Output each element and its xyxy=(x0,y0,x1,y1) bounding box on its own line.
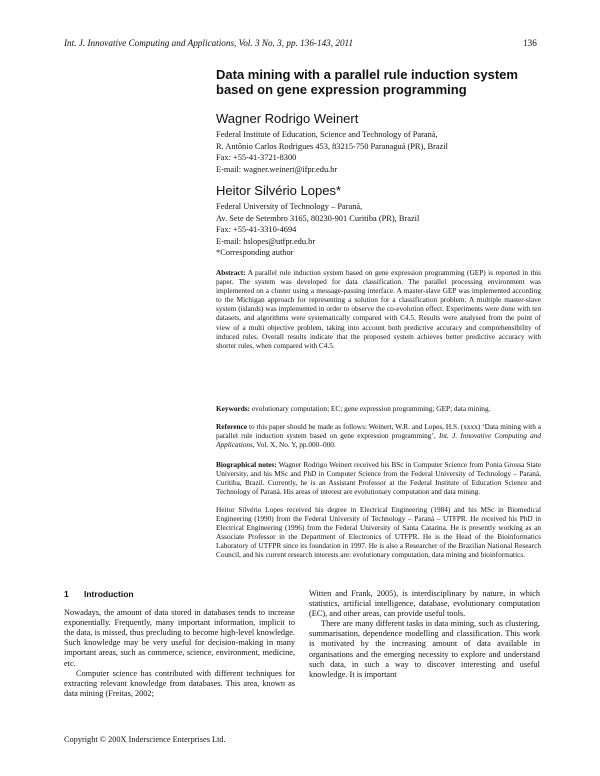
journal-reference: Int. J. Innovative Computing and Applications, Vol. 3 No. 3, pp. 136-143, 2011 xyxy=(64,38,354,48)
keywords-label: Keywords: xyxy=(216,404,251,413)
abstract xyxy=(216,268,541,350)
reference-label: Reference xyxy=(216,422,248,431)
bio-text-weinert: Wagner Rodrigo Weinert received his BSc in Computer Science from Ponta Grossa State University, and his MSc and PhD in Computer Science from the Federal University of Technology – Paraná, Curitiba, Brazil. Currently, he is an Assistant Professor at the Federal Institute of Education Science and Technology of Paraná. His areas of interest are evolutionary computation and data mining. xyxy=(216,460,541,497)
author-affiliation-2 xyxy=(216,201,419,259)
right-column xyxy=(309,589,540,680)
paragraph: Nowadays, the amount of data stored in databases tends to increase exponentially. Frequently, many important information, implicit to the data, is missed, thus precluding to become high-level knowledge. Such knowledge may be very useful for decision-making in many important areas, such as commerce, science, environment, medicine, etc. xyxy=(64,608,295,668)
abstract-text: A parallel rule induction system based on gene expression programming (GEP) is reported in this paper. The system was developed for data classification. The parallel processing environment was implemented on a cluster using a message-passing interface. A master-slave GEP was implemented according to the Michigan approach for representing a solution for a classification problem. A multiple master-slave system (islands) was implemented in order to observe the co-evolution effect. Experiments were done with ten datasets, and algorithms were systematically compared with C4.5. Results were analysed from the point of view of a multi objective problem, taking into account both predictive accuracy and comprehensibility of induced rules. Overall results indicate that the proposed system achieves better predictive accuracy with shorter rules, when compared with C4.5. xyxy=(216,268,542,350)
affiliation-line: Fax: +55-41-3310-4694 xyxy=(216,225,297,234)
reference-journal: Int. J. Innovative Computing and Applications xyxy=(216,431,542,450)
affiliation-line: Av. Sete de Setembro 3165, 80230-901 Curitiba (PR), Brazil xyxy=(216,213,420,223)
bio-text-lopes: Heitor Silvério Lopes received his degree in Electrical Engineering (1984) and his MSc in Biomedical Engineering (1990) from the Federal University of Technology – Paraná – UTFPR. He received his PhD in Electrical Engineering (1996) from the Federal University of Santa Catarina. He is presently working as an Associate Professor in the Department of Electronics of UTFPR. He is the Head of the Bioinformatics Laboratory of UTFPR since its foundation in 1997. He is also a Researcher of the Brazilian National Research Council, and his current research interests are: evolutionary computation, data mining and bioinformatics. xyxy=(216,505,541,560)
abstract-label: Abstract: xyxy=(216,268,246,277)
affiliation-email: E-mail: wagner.weinert@ifpr.edu.br xyxy=(216,164,338,174)
paper-title: Data mining with a parallel rule induction system based on gene expression programming xyxy=(216,67,518,97)
reference-details: , Vol. X, No. Y, pp.000–000. xyxy=(252,440,336,450)
bio-label: Biographical notes: xyxy=(216,460,277,469)
biographical-notes xyxy=(216,460,541,496)
keywords-text: evolutionary computation; EC; gene expression programming; GEP; data mining. xyxy=(251,404,491,413)
section-number: 1 xyxy=(64,589,69,599)
paragraph: There are many different tasks in data mining, such as clustering, summarisation, dependence modelling and classification. This work is motivated by the increasing amount of data available in organisations and the emerging necessity to explore and understand such data, in such a way to discover interesting and useful knowledge. It is important xyxy=(309,619,540,679)
reference-text: to this paper should be made as follows: Weinert, W.R. and Lopes, H.S. (xxxx) ‘Data mining with a parallel rule induction system based on gene expression programming’, xyxy=(216,422,542,441)
paragraph: Computer science has contributed with different techniques for extracting relevant knowledge from databases. This area, known as data mining (Freitas, 2002; xyxy=(64,668,295,698)
affiliation-line: R. Antônio Carlos Rodrigues 453, 83215-750 Paranaguá (PR), Brazil xyxy=(216,141,448,151)
author-name-1: Wagner Rodrigo Weinert xyxy=(216,111,359,126)
page-number: 136 xyxy=(523,38,537,48)
section-heading xyxy=(64,589,295,599)
affiliation-line: Federal Institute of Education, Science and Technology of Paraná, xyxy=(216,130,438,139)
corresponding-author-note: *Corresponding author xyxy=(216,248,294,257)
reference-note xyxy=(216,422,541,449)
paragraph: Witten and Frank, 2005), is interdisciplinary by nature, in which statistics, artificial intelligence, database, evolutionary computation (EC), and other areas, can provide useful tools. xyxy=(309,589,540,619)
author-affiliation-1 xyxy=(216,129,448,175)
affiliation-email: E-mail: hslopes@utfpr.edu.br xyxy=(216,236,316,246)
affiliation-line: Federal University of Technology – Paraná, xyxy=(216,202,363,211)
keywords xyxy=(216,404,541,413)
section-title: Introduction xyxy=(84,589,134,599)
author-name-2: Heitor Silvério Lopes* xyxy=(216,183,342,198)
copyright-notice: Copyright © 200X Inderscience Enterprises Ltd. xyxy=(64,735,226,744)
affiliation-line: Fax: +55-41-3721-8300 xyxy=(216,153,297,162)
left-column xyxy=(64,589,295,699)
